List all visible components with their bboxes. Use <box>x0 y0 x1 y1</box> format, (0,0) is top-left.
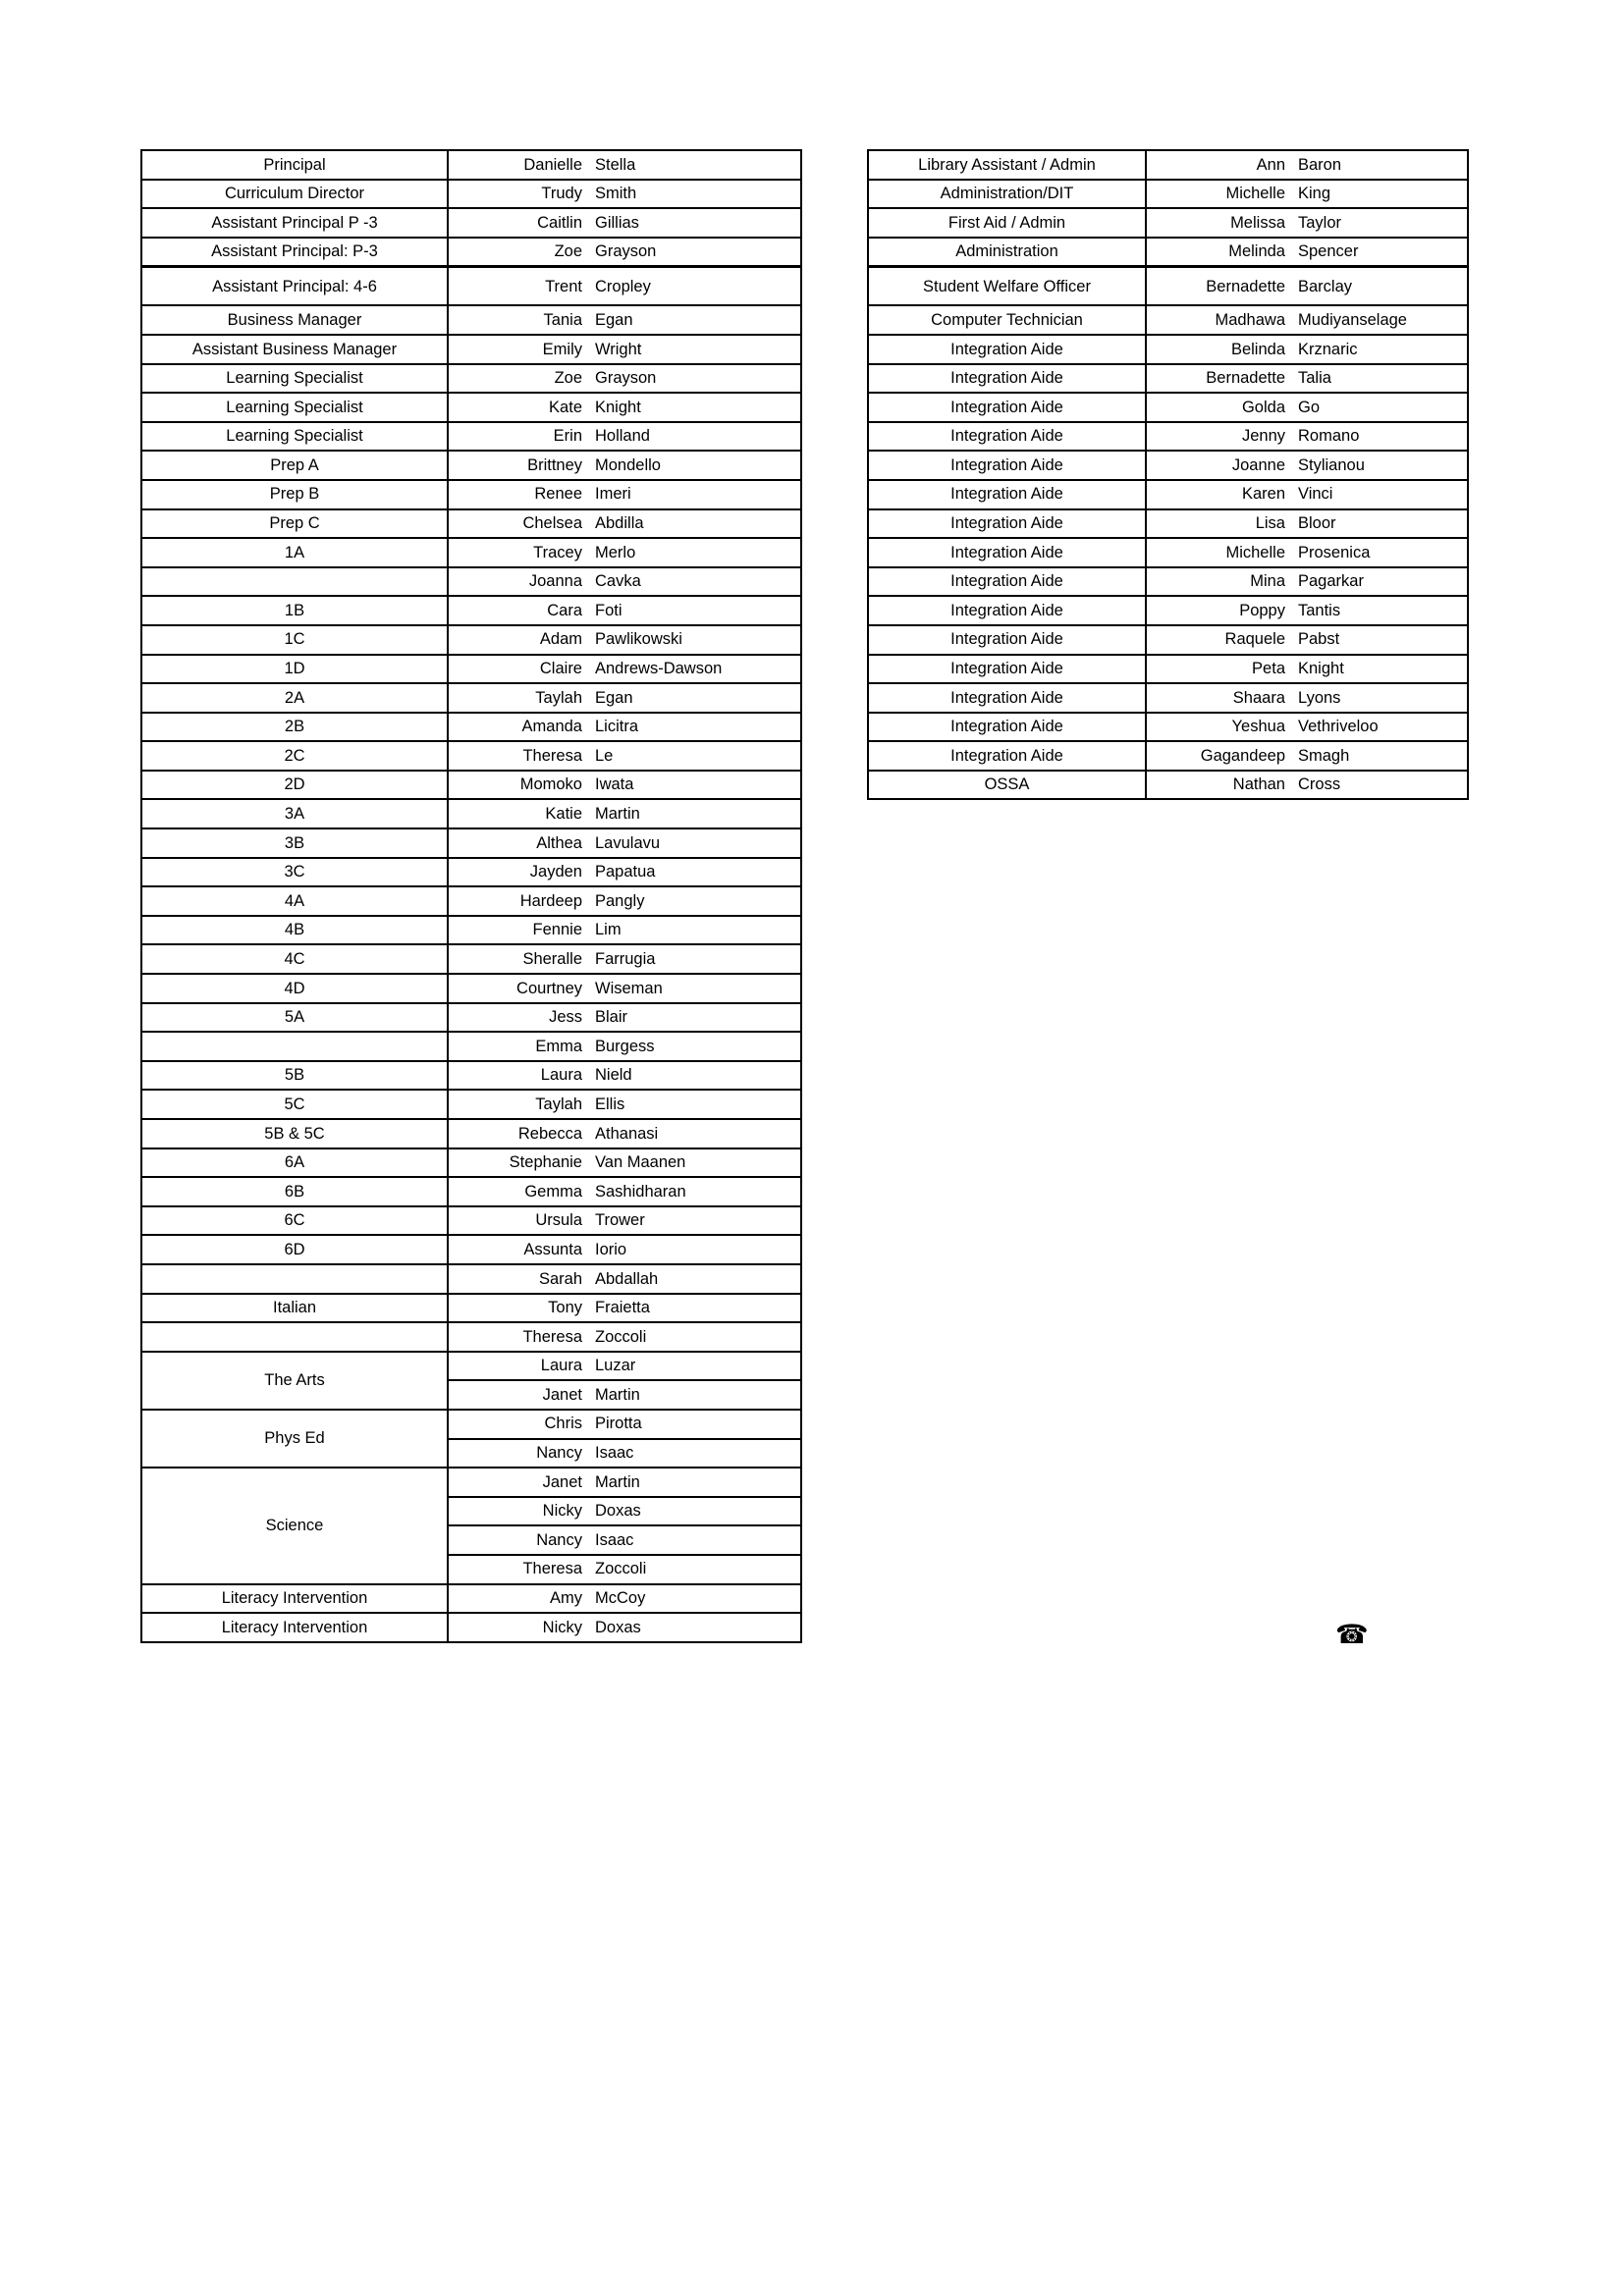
first-name-cell: Shaara <box>1146 683 1289 713</box>
role-cell: Integration Aide <box>868 538 1146 567</box>
table-row <box>141 713 801 742</box>
table-row <box>141 1352 801 1381</box>
first-name-cell: Michelle <box>1146 180 1289 209</box>
last-name-cell: Zoccoli <box>586 1322 801 1352</box>
last-name-cell: Pirotta <box>586 1410 801 1439</box>
first-name-cell: Emily <box>448 335 586 364</box>
table-row <box>141 451 801 480</box>
role-cell: Integration Aide <box>868 393 1146 422</box>
table-row <box>868 538 1468 567</box>
role-cell <box>141 567 448 597</box>
table-row <box>868 567 1468 597</box>
first-name-cell: Bernadette <box>1146 267 1289 306</box>
role-cell: 2B <box>141 713 448 742</box>
last-name-cell: Lim <box>586 916 801 945</box>
last-name-cell: Knight <box>586 393 801 422</box>
first-name-cell: Hardeep <box>448 886 586 916</box>
last-name-cell: Prosenica <box>1289 538 1468 567</box>
first-name-cell: Lisa <box>1146 509 1289 539</box>
role-cell: Assistant Principal: 4-6 <box>141 267 448 306</box>
role-cell <box>141 1322 448 1352</box>
last-name-cell: Le <box>586 741 801 771</box>
last-name-cell: Mondello <box>586 451 801 480</box>
table-row <box>868 364 1468 394</box>
table-row <box>141 1584 801 1614</box>
role-cell: Integration Aide <box>868 422 1146 452</box>
role-cell: Learning Specialist <box>141 422 448 452</box>
last-name-cell: Licitra <box>586 713 801 742</box>
last-name-cell: Nield <box>586 1061 801 1091</box>
last-name-cell: Grayson <box>586 238 801 267</box>
first-name-cell: Renee <box>448 480 586 509</box>
first-name-cell: Zoe <box>448 364 586 394</box>
role-cell: Prep C <box>141 509 448 539</box>
last-name-cell: Tantis <box>1289 596 1468 625</box>
first-name-cell: Peta <box>1146 655 1289 684</box>
last-name-cell: Farrugia <box>586 944 801 974</box>
table-row <box>868 208 1468 238</box>
first-name-cell: Theresa <box>448 1555 586 1584</box>
last-name-cell: Isaac <box>586 1525 801 1555</box>
first-name-cell: Tony <box>448 1294 586 1323</box>
role-cell: 1B <box>141 596 448 625</box>
table-row <box>141 567 801 597</box>
first-name-cell: Courtney <box>448 974 586 1003</box>
last-name-cell: Lavulavu <box>586 828 801 858</box>
first-name-cell: Theresa <box>448 741 586 771</box>
table-row <box>141 1468 801 1497</box>
first-name-cell: Melissa <box>1146 208 1289 238</box>
last-name-cell: Pabst <box>1289 625 1468 655</box>
table-row <box>868 267 1468 306</box>
last-name-cell: Stella <box>586 150 801 180</box>
role-cell: Learning Specialist <box>141 393 448 422</box>
last-name-cell: Iorio <box>586 1235 801 1264</box>
role-cell: Integration Aide <box>868 655 1146 684</box>
table-row <box>141 208 801 238</box>
first-name-cell: Trent <box>448 267 586 306</box>
last-name-cell: Grayson <box>586 364 801 394</box>
last-name-cell: Burgess <box>586 1032 801 1061</box>
last-name-cell: Martin <box>586 1380 801 1410</box>
last-name-cell: Andrews-Dawson <box>586 655 801 684</box>
first-name-cell: Amy <box>448 1584 586 1614</box>
role-cell: 5C <box>141 1090 448 1119</box>
table-row <box>141 741 801 771</box>
table-row <box>141 1148 801 1178</box>
first-name-cell: Taylah <box>448 1090 586 1119</box>
table-row <box>141 393 801 422</box>
table-row <box>868 422 1468 452</box>
role-cell: 4D <box>141 974 448 1003</box>
table-row <box>141 655 801 684</box>
first-name-cell: Belinda <box>1146 335 1289 364</box>
last-name-cell: Abdilla <box>586 509 801 539</box>
first-name-cell: Assunta <box>448 1235 586 1264</box>
first-name-cell: Jenny <box>1146 422 1289 452</box>
table-row <box>868 625 1468 655</box>
first-name-cell: Claire <box>448 655 586 684</box>
table-row <box>141 305 801 335</box>
table-row <box>868 305 1468 335</box>
first-name-cell: Laura <box>448 1061 586 1091</box>
table-row <box>141 771 801 800</box>
table-row <box>868 335 1468 364</box>
role-cell: 6D <box>141 1235 448 1264</box>
last-name-cell: Athanasi <box>586 1119 801 1148</box>
last-name-cell: Van Maanen <box>586 1148 801 1178</box>
last-name-cell: Pawlikowski <box>586 625 801 655</box>
table-row <box>141 916 801 945</box>
table-row <box>141 625 801 655</box>
role-cell: Student Welfare Officer <box>868 267 1146 306</box>
table-row <box>141 1119 801 1148</box>
table-row <box>141 886 801 916</box>
first-name-cell: Nicky <box>448 1613 586 1642</box>
role-cell: Integration Aide <box>868 625 1146 655</box>
role-cell: Computer Technician <box>868 305 1146 335</box>
last-name-cell: Smith <box>586 180 801 209</box>
last-name-cell: Doxas <box>586 1497 801 1526</box>
first-name-cell: Nancy <box>448 1525 586 1555</box>
first-name-cell: Ursula <box>448 1206 586 1236</box>
last-name-cell: Papatua <box>586 858 801 887</box>
role-cell: Administration <box>868 238 1146 267</box>
last-name-cell: Sashidharan <box>586 1177 801 1206</box>
last-name-cell: Barclay <box>1289 267 1468 306</box>
role-cell: Integration Aide <box>868 509 1146 539</box>
role-cell: 3B <box>141 828 448 858</box>
role-cell: Library Assistant / Admin <box>868 150 1146 180</box>
role-cell: 1D <box>141 655 448 684</box>
role-cell: 5A <box>141 1003 448 1033</box>
last-name-cell: Cropley <box>586 267 801 306</box>
first-name-cell: Joanna <box>448 567 586 597</box>
first-name-cell: Tracey <box>448 538 586 567</box>
table-row <box>141 1206 801 1236</box>
last-name-cell: Isaac <box>586 1439 801 1468</box>
last-name-cell: Lyons <box>1289 683 1468 713</box>
first-name-cell: Trudy <box>448 180 586 209</box>
first-name-cell: Michelle <box>1146 538 1289 567</box>
role-cell: Principal <box>141 150 448 180</box>
role-cell: 6C <box>141 1206 448 1236</box>
table-row <box>141 828 801 858</box>
first-name-cell: Nicky <box>448 1497 586 1526</box>
role-cell: Integration Aide <box>868 596 1146 625</box>
last-name-cell: Egan <box>586 305 801 335</box>
last-name-cell: Knight <box>1289 655 1468 684</box>
first-name-cell: Nathan <box>1146 771 1289 800</box>
last-name-cell: Wiseman <box>586 974 801 1003</box>
role-cell: First Aid / Admin <box>868 208 1146 238</box>
last-name-cell: Trower <box>586 1206 801 1236</box>
first-name-cell: Theresa <box>448 1322 586 1352</box>
first-name-cell: Sarah <box>448 1264 586 1294</box>
table-row <box>868 238 1468 267</box>
last-name-cell: Zoccoli <box>586 1555 801 1584</box>
role-cell <box>141 1032 448 1061</box>
table-row <box>868 741 1468 771</box>
first-name-cell: Adam <box>448 625 586 655</box>
table-row <box>141 1235 801 1264</box>
first-name-cell: Danielle <box>448 150 586 180</box>
table-row <box>141 509 801 539</box>
role-cell: Integration Aide <box>868 364 1146 394</box>
first-name-cell: Janet <box>448 1380 586 1410</box>
last-name-cell: Fraietta <box>586 1294 801 1323</box>
table-row <box>868 655 1468 684</box>
table-row <box>868 393 1468 422</box>
role-cell: Integration Aide <box>868 741 1146 771</box>
role-cell: Assistant Business Manager <box>141 335 448 364</box>
role-cell: Business Manager <box>141 305 448 335</box>
last-name-cell: Abdallah <box>586 1264 801 1294</box>
table-row <box>141 1003 801 1033</box>
last-name-cell: Taylor <box>1289 208 1468 238</box>
first-name-cell: Althea <box>448 828 586 858</box>
last-name-cell: Vinci <box>1289 480 1468 509</box>
role-cell: OSSA <box>868 771 1146 800</box>
table-row <box>868 451 1468 480</box>
last-name-cell: Bloor <box>1289 509 1468 539</box>
last-name-cell: Merlo <box>586 538 801 567</box>
first-name-cell: Ann <box>1146 150 1289 180</box>
last-name-cell: Vethriveloo <box>1289 713 1468 742</box>
role-cell: Italian <box>141 1294 448 1323</box>
first-name-cell: Cara <box>448 596 586 625</box>
first-name-cell: Sheralle <box>448 944 586 974</box>
role-cell: 4B <box>141 916 448 945</box>
role-cell: The Arts <box>141 1352 448 1410</box>
role-cell: Integration Aide <box>868 683 1146 713</box>
last-name-cell: Blair <box>586 1003 801 1033</box>
last-name-cell: Pagarkar <box>1289 567 1468 597</box>
role-cell: 2A <box>141 683 448 713</box>
first-name-cell: Caitlin <box>448 208 586 238</box>
first-name-cell: Melinda <box>1146 238 1289 267</box>
role-cell: Phys Ed <box>141 1410 448 1468</box>
role-cell: 2D <box>141 771 448 800</box>
last-name-cell: McCoy <box>586 1584 801 1614</box>
first-name-cell: Erin <box>448 422 586 452</box>
role-cell: Integration Aide <box>868 713 1146 742</box>
last-name-cell: King <box>1289 180 1468 209</box>
last-name-cell: Gillias <box>586 208 801 238</box>
role-cell: 4A <box>141 886 448 916</box>
table-row <box>141 1294 801 1323</box>
last-name-cell: Baron <box>1289 150 1468 180</box>
role-cell: Prep A <box>141 451 448 480</box>
last-name-cell: Wright <box>586 335 801 364</box>
role-cell: Integration Aide <box>868 480 1146 509</box>
role-cell: Literacy Intervention <box>141 1584 448 1614</box>
table-row <box>141 683 801 713</box>
table-row <box>141 1090 801 1119</box>
table-row <box>141 1613 801 1642</box>
table-row <box>141 1410 801 1439</box>
last-name-cell: Talia <box>1289 364 1468 394</box>
first-name-cell: Stephanie <box>448 1148 586 1178</box>
first-name-cell: Joanne <box>1146 451 1289 480</box>
table-row <box>868 713 1468 742</box>
last-name-cell: Holland <box>586 422 801 452</box>
first-name-cell: Emma <box>448 1032 586 1061</box>
role-cell: Assistant Principal P -3 <box>141 208 448 238</box>
last-name-cell: Cross <box>1289 771 1468 800</box>
last-name-cell: Egan <box>586 683 801 713</box>
first-name-cell: Madhawa <box>1146 305 1289 335</box>
table-row <box>141 538 801 567</box>
first-name-cell: Chelsea <box>448 509 586 539</box>
first-name-cell: Katie <box>448 799 586 828</box>
first-name-cell: Jess <box>448 1003 586 1033</box>
last-name-cell: Imeri <box>586 480 801 509</box>
table-row <box>141 267 801 306</box>
role-cell: Science <box>141 1468 448 1583</box>
role-cell: 5B <box>141 1061 448 1091</box>
role-cell: Integration Aide <box>868 451 1146 480</box>
first-name-cell: Rebecca <box>448 1119 586 1148</box>
table-row <box>141 422 801 452</box>
table-row <box>868 509 1468 539</box>
table-row <box>868 771 1468 800</box>
last-name-cell: Stylianou <box>1289 451 1468 480</box>
role-cell: 1C <box>141 625 448 655</box>
role-cell: 3C <box>141 858 448 887</box>
first-name-cell: Fennie <box>448 916 586 945</box>
staff-table-left <box>140 149 800 1643</box>
table-row <box>868 480 1468 509</box>
role-cell: 1A <box>141 538 448 567</box>
first-name-cell: Karen <box>1146 480 1289 509</box>
table-row <box>141 974 801 1003</box>
first-name-cell: Golda <box>1146 393 1289 422</box>
table-row <box>141 858 801 887</box>
role-cell: Learning Specialist <box>141 364 448 394</box>
table-row <box>141 1322 801 1352</box>
role-cell: 5B & 5C <box>141 1119 448 1148</box>
role-cell: 2C <box>141 741 448 771</box>
role-cell: Prep B <box>141 480 448 509</box>
table-row <box>141 150 801 180</box>
table-row <box>141 596 801 625</box>
last-name-cell: Ellis <box>586 1090 801 1119</box>
first-name-cell: Janet <box>448 1468 586 1497</box>
first-name-cell: Mina <box>1146 567 1289 597</box>
role-cell: 4C <box>141 944 448 974</box>
table-row <box>141 1264 801 1294</box>
table-row <box>868 180 1468 209</box>
last-name-cell: Romano <box>1289 422 1468 452</box>
last-name-cell: Pangly <box>586 886 801 916</box>
last-name-cell: Mudiyanselage <box>1289 305 1468 335</box>
first-name-cell: Taylah <box>448 683 586 713</box>
role-cell: Administration/DIT <box>868 180 1146 209</box>
last-name-cell: Martin <box>586 1468 801 1497</box>
first-name-cell: Zoe <box>448 238 586 267</box>
table-row <box>141 335 801 364</box>
table-row <box>141 180 801 209</box>
last-name-cell: Luzar <box>586 1352 801 1381</box>
role-cell: 6B <box>141 1177 448 1206</box>
table-row <box>141 364 801 394</box>
role-cell: Integration Aide <box>868 567 1146 597</box>
last-name-cell: Krznaric <box>1289 335 1468 364</box>
role-cell: 3A <box>141 799 448 828</box>
role-cell: Assistant Principal: P-3 <box>141 238 448 267</box>
table-row <box>141 1032 801 1061</box>
first-name-cell: Poppy <box>1146 596 1289 625</box>
table-row <box>868 596 1468 625</box>
first-name-cell: Chris <box>448 1410 586 1439</box>
role-cell: Literacy Intervention <box>141 1613 448 1642</box>
role-cell <box>141 1264 448 1294</box>
first-name-cell: Gemma <box>448 1177 586 1206</box>
first-name-cell: Kate <box>448 393 586 422</box>
last-name-cell: Smagh <box>1289 741 1468 771</box>
table-row <box>141 944 801 974</box>
table-row <box>141 1061 801 1091</box>
staff-table-right <box>867 149 1467 800</box>
last-name-cell: Iwata <box>586 771 801 800</box>
last-name-cell: Martin <box>586 799 801 828</box>
phone-icon: ☎ <box>1335 1620 1369 1649</box>
last-name-cell: Cavka <box>586 567 801 597</box>
role-cell: 6A <box>141 1148 448 1178</box>
table-row <box>141 238 801 267</box>
last-name-cell: Foti <box>586 596 801 625</box>
table-row <box>141 480 801 509</box>
role-cell: Integration Aide <box>868 335 1146 364</box>
first-name-cell: Brittney <box>448 451 586 480</box>
table-row <box>868 683 1468 713</box>
last-name-cell: Go <box>1289 393 1468 422</box>
role-cell: Curriculum Director <box>141 180 448 209</box>
table-row <box>141 1177 801 1206</box>
first-name-cell: Tania <box>448 305 586 335</box>
first-name-cell: Raquele <box>1146 625 1289 655</box>
table-row <box>141 799 801 828</box>
first-name-cell: Nancy <box>448 1439 586 1468</box>
last-name-cell: Doxas <box>586 1613 801 1642</box>
first-name-cell: Gagandeep <box>1146 741 1289 771</box>
first-name-cell: Momoko <box>448 771 586 800</box>
last-name-cell: Spencer <box>1289 238 1468 267</box>
first-name-cell: Amanda <box>448 713 586 742</box>
first-name-cell: Bernadette <box>1146 364 1289 394</box>
first-name-cell: Laura <box>448 1352 586 1381</box>
table-row <box>868 150 1468 180</box>
first-name-cell: Jayden <box>448 858 586 887</box>
first-name-cell: Yeshua <box>1146 713 1289 742</box>
